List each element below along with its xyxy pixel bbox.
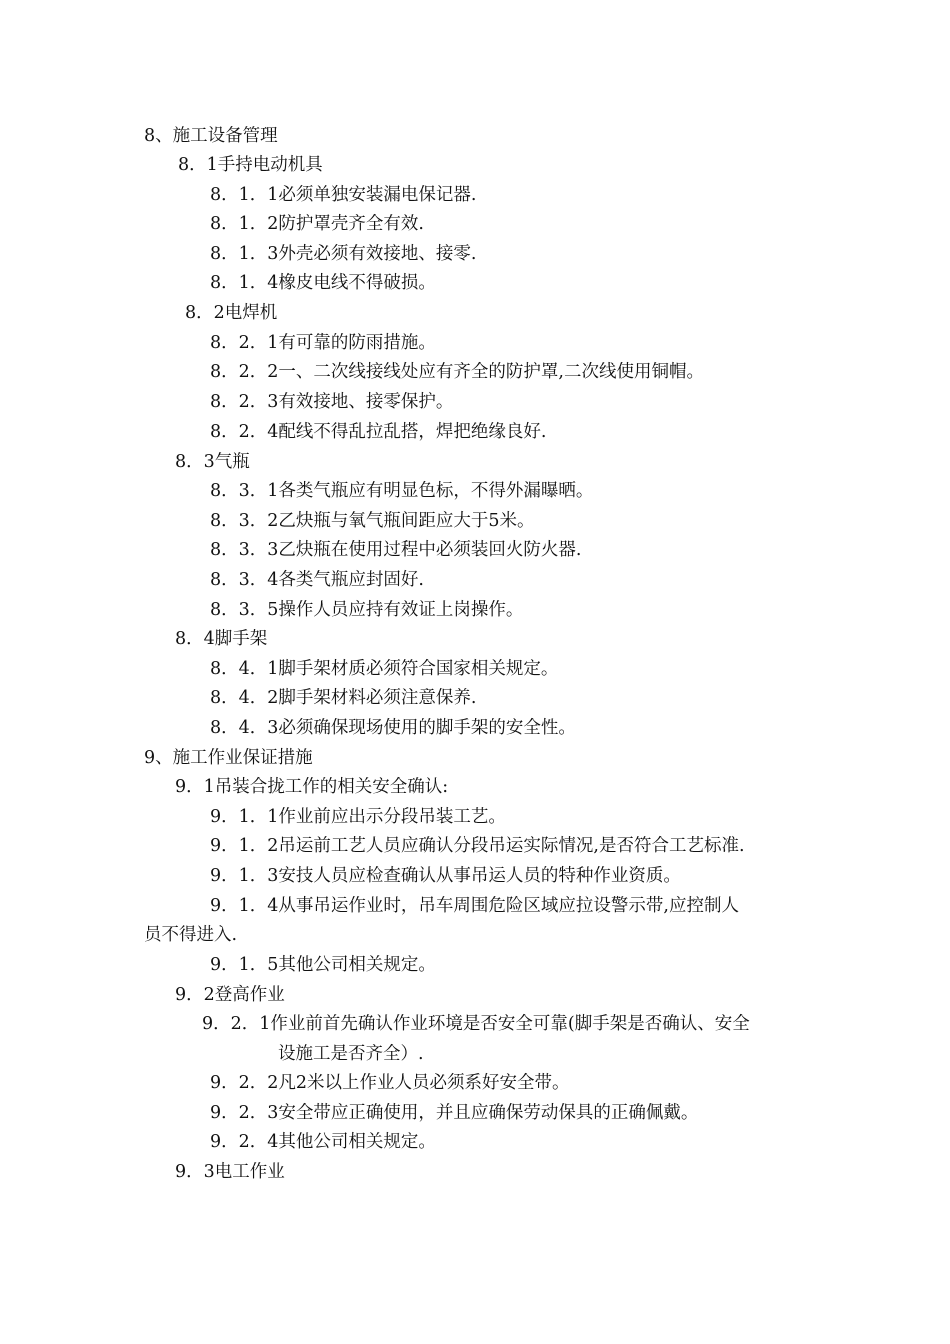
- list-item: 9．1．1作业前应出示分段吊装工艺。: [210, 807, 506, 827]
- list-item: 8．4．3必须确保现场使用的脚手架的安全性。: [210, 718, 576, 738]
- list-item: 9．1．2吊运前工艺人员应确认分段吊运实际情况,是否符合工艺标准.: [210, 836, 745, 856]
- subsection-9-2-heading: 9．2登高作业: [175, 985, 285, 1005]
- list-item: 8．3．3乙炔瓶在使用过程中必须装回火防火器.: [210, 540, 582, 560]
- list-item: 9．2．4其他公司相关规定。: [210, 1132, 436, 1152]
- list-item: 9．1．3安技人员应检查确认从事吊运人员的特种作业资质。: [210, 866, 681, 886]
- subsection-8-1-heading: 8．1手持电动机具: [178, 155, 323, 175]
- list-item: 8．3．4各类气瓶应封固好.: [210, 570, 424, 590]
- subsection-8-4-heading: 8．4脚手架: [175, 629, 268, 649]
- section-9-heading: 9、施工作业保证措施: [144, 748, 313, 768]
- list-item: 8．1．4橡皮电线不得破损。: [210, 273, 436, 293]
- list-item: 8．3．2乙炔瓶与氧气瓶间距应大于5米。: [210, 511, 535, 531]
- list-item: 8．1．1必须单独安装漏电保记器.: [210, 185, 477, 205]
- list-item: 8．1．2防护罩壳齐全有效.: [210, 214, 424, 234]
- list-item: 8．3．5操作人员应持有效证上岗操作。: [210, 600, 524, 620]
- list-item: 8．4．1脚手架材质必须符合国家相关规定。: [210, 659, 559, 679]
- section-8-heading: 8、施工设备管理: [144, 126, 278, 146]
- list-item: 8．2．4配线不得乱拉乱搭，焊把绝缘良好.: [210, 422, 547, 442]
- list-item: 9．1．4从事吊运作业时，吊车周围危险区域应拉设警示带,应控制人: [210, 896, 739, 916]
- list-item: 9．2．2凡2米以上作业人员必须系好安全带。: [210, 1073, 570, 1093]
- list-item: 8．2．1有可靠的防雨措施。: [210, 333, 436, 353]
- list-item-continuation: 员不得进入.: [144, 925, 238, 945]
- subsection-8-3-heading: 8．3气瓶: [175, 452, 250, 472]
- list-item: 9．1．5其他公司相关规定。: [210, 955, 436, 975]
- list-item: 8．1．3外壳必须有效接地、接零.: [210, 244, 477, 264]
- list-item: 9．2．1作业前首先确认作业环境是否安全可靠(脚手架是否确认、安全: [202, 1014, 750, 1034]
- subsection-9-1-heading: 9．1吊装合拢工作的相关安全确认:: [175, 777, 449, 797]
- subsection-9-3-heading: 9．3电工作业: [175, 1162, 285, 1182]
- list-item: 8．2．3有效接地、接零保护。: [210, 392, 454, 412]
- list-item: 8．2．2一、二次线接线处应有齐全的防护罩,二次线使用铜帽。: [210, 362, 704, 382]
- list-item: 8．4．2脚手架材料必须注意保养.: [210, 688, 477, 708]
- list-item: 9．2．3安全带应正确使用，并且应确保劳动保具的正确佩戴。: [210, 1103, 699, 1123]
- list-item-continuation: 设施工是否齐全）.: [278, 1044, 424, 1064]
- subsection-8-2-heading: 8．2电焊机: [185, 303, 278, 323]
- list-item: 8．3．1各类气瓶应有明显色标，不得外漏曝晒。: [210, 481, 594, 501]
